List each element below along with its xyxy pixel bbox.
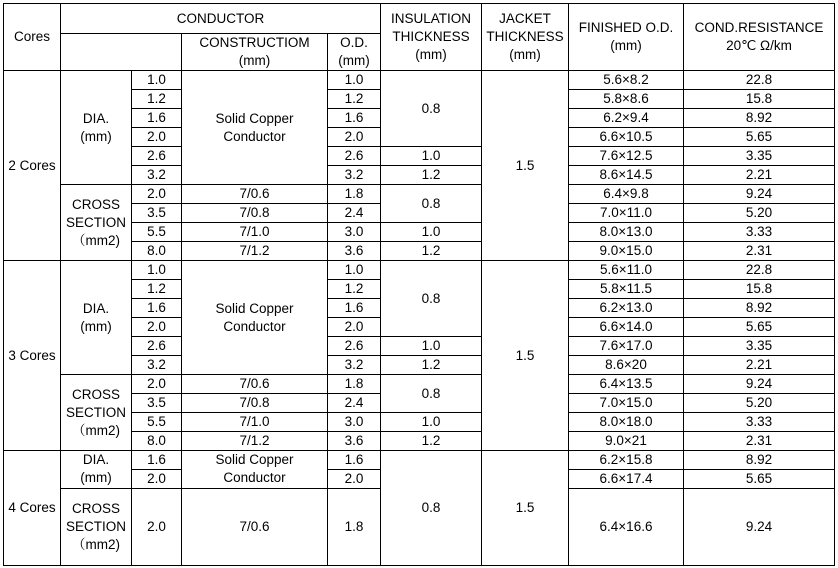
finished-od-value: 6.4×9.8 xyxy=(569,185,684,204)
insulation-value: 0.8 xyxy=(381,185,482,223)
resistance-value: 2.31 xyxy=(684,432,835,451)
cable-spec-table xyxy=(3,3,835,566)
od-value: 2.4 xyxy=(328,204,381,223)
resistance-value: 3.33 xyxy=(684,413,835,432)
dia-size: 3.2 xyxy=(132,166,182,185)
od-value: 1.2 xyxy=(328,280,381,299)
resistance-value: 22.8 xyxy=(684,71,835,90)
header-construction: CONSTRUCTIOM (mm) xyxy=(182,34,328,71)
construction-solid-copper: Solid Copper Conductor xyxy=(182,261,328,375)
table-row xyxy=(4,71,835,90)
resistance-value: 2.31 xyxy=(684,242,835,261)
resistance-value: 5.65 xyxy=(684,318,835,337)
finished-od-value: 5.8×8.6 xyxy=(569,90,684,109)
dia-label: DIA. (mm) xyxy=(61,451,132,489)
construction-value: 7/1.2 xyxy=(182,242,328,261)
od-value: 2.0 xyxy=(328,318,381,337)
cross-section-label: CROSS SECTION （mm2) xyxy=(61,185,132,261)
finished-od-value: 8.0×18.0 xyxy=(569,413,684,432)
construction-solid-copper: Solid Copper Conductor xyxy=(182,71,328,185)
resistance-value: 3.35 xyxy=(684,337,835,356)
od-value: 1.6 xyxy=(328,299,381,318)
construction-value: 7/0.6 xyxy=(182,375,328,394)
dia-size: 1.6 xyxy=(132,299,182,318)
cross-section-size: 5.5 xyxy=(132,223,182,242)
header-blank-cell xyxy=(61,34,182,71)
header-jacket-thickness: JACKET THICKNESS (mm) xyxy=(482,4,569,71)
header-od: O.D. (mm) xyxy=(328,34,381,71)
finished-od-value: 5.6×8.2 xyxy=(569,71,684,90)
resistance-value: 9.24 xyxy=(684,375,835,394)
od-value: 1.6 xyxy=(328,109,381,128)
header-cores: Cores xyxy=(4,4,61,71)
cross-section-size: 2.0 xyxy=(132,185,182,204)
od-value: 1.0 xyxy=(328,261,381,280)
dia-size: 3.2 xyxy=(132,356,182,375)
resistance-value: 8.92 xyxy=(684,299,835,318)
resistance-value: 15.8 xyxy=(684,90,835,109)
od-value: 2.0 xyxy=(328,470,381,489)
finished-od-value: 6.2×15.8 xyxy=(569,451,684,470)
dia-size: 1.0 xyxy=(132,261,182,280)
od-value: 1.8 xyxy=(328,375,381,394)
insulation-value: 0.8 xyxy=(381,71,482,147)
resistance-value: 8.92 xyxy=(684,109,835,128)
cross-section-size: 2.0 xyxy=(132,489,182,566)
insulation-value: 1.2 xyxy=(381,242,482,261)
dia-label: DIA. (mm) xyxy=(61,71,132,185)
jacket-value: 1.5 xyxy=(482,71,569,261)
dia-size: 2.0 xyxy=(132,318,182,337)
construction-value: 7/0.6 xyxy=(182,185,328,204)
finished-od-value: 7.0×11.0 xyxy=(569,204,684,223)
finished-od-value: 8.0×13.0 xyxy=(569,223,684,242)
construction-value: 7/0.6 xyxy=(182,489,328,566)
od-value: 3.0 xyxy=(328,413,381,432)
od-value: 3.2 xyxy=(328,166,381,185)
od-value: 3.2 xyxy=(328,356,381,375)
od-value: 1.8 xyxy=(328,185,381,204)
insulation-value: 0.8 xyxy=(381,261,482,337)
resistance-value: 3.33 xyxy=(684,223,835,242)
dia-label: DIA. (mm) xyxy=(61,261,132,375)
od-value: 3.0 xyxy=(328,223,381,242)
cross-section-size: 3.5 xyxy=(132,204,182,223)
header-insulation-thickness: INSULATION THICKNESS (mm) xyxy=(381,4,482,71)
finished-od-value: 7.6×17.0 xyxy=(569,337,684,356)
od-value: 2.0 xyxy=(328,128,381,147)
cores-label: 4 Cores xyxy=(4,451,61,566)
finished-od-value: 5.6×11.0 xyxy=(569,261,684,280)
insulation-value: 1.2 xyxy=(381,166,482,185)
table-row xyxy=(4,4,835,34)
cores-label: 2 Cores xyxy=(4,71,61,261)
finished-od-value: 6.6×10.5 xyxy=(569,128,684,147)
jacket-value: 1.5 xyxy=(482,451,569,566)
construction-solid-copper: Solid Copper Conductor xyxy=(182,451,328,489)
resistance-value: 9.24 xyxy=(684,185,835,204)
insulation-value: 1.0 xyxy=(381,223,482,242)
finished-od-value: 6.6×14.0 xyxy=(569,318,684,337)
finished-od-value: 7.6×12.5 xyxy=(569,147,684,166)
finished-od-value: 8.6×14.5 xyxy=(569,166,684,185)
insulation-value: 1.0 xyxy=(381,147,482,166)
dia-size: 2.0 xyxy=(132,470,182,489)
jacket-value: 1.5 xyxy=(482,261,569,451)
finished-od-value: 6.6×17.4 xyxy=(569,470,684,489)
resistance-value: 5.65 xyxy=(684,128,835,147)
dia-size: 1.6 xyxy=(132,451,182,470)
dia-size: 2.6 xyxy=(132,337,182,356)
od-value: 2.6 xyxy=(328,147,381,166)
resistance-value: 5.65 xyxy=(684,470,835,489)
insulation-value: 1.0 xyxy=(381,413,482,432)
insulation-value: 0.8 xyxy=(381,375,482,413)
resistance-value: 3.35 xyxy=(684,147,835,166)
resistance-value: 2.21 xyxy=(684,356,835,375)
finished-od-value: 7.0×15.0 xyxy=(569,394,684,413)
od-value: 2.6 xyxy=(328,337,381,356)
dia-size: 1.2 xyxy=(132,90,182,109)
header-finished-od: FINISHED O.D. (mm) xyxy=(569,4,684,71)
table-row xyxy=(4,185,835,204)
finished-od-value: 6.2×9.4 xyxy=(569,109,684,128)
finished-od-value: 6.2×13.0 xyxy=(569,299,684,318)
construction-value: 7/0.8 xyxy=(182,394,328,413)
insulation-value: 1.0 xyxy=(381,337,482,356)
resistance-value: 5.20 xyxy=(684,394,835,413)
od-value: 1.0 xyxy=(328,71,381,90)
od-value: 3.6 xyxy=(328,432,381,451)
dia-size: 1.2 xyxy=(132,280,182,299)
finished-od-value: 9.0×15.0 xyxy=(569,242,684,261)
cross-section-size: 5.5 xyxy=(132,413,182,432)
insulation-value: 0.8 xyxy=(381,451,482,566)
construction-value: 7/1.0 xyxy=(182,223,328,242)
cross-section-size: 8.0 xyxy=(132,432,182,451)
finished-od-value: 9.0×21 xyxy=(569,432,684,451)
dia-size: 1.0 xyxy=(132,71,182,90)
table-row xyxy=(4,451,835,470)
cross-section-size: 8.0 xyxy=(132,242,182,261)
insulation-value: 1.2 xyxy=(381,432,482,451)
od-value: 1.8 xyxy=(328,489,381,566)
od-value: 1.2 xyxy=(328,90,381,109)
header-cond-resistance: COND.RESISTANCE 20℃ Ω/km xyxy=(684,4,835,71)
resistance-value: 15.8 xyxy=(684,280,835,299)
construction-value: 7/0.8 xyxy=(182,204,328,223)
finished-od-value: 5.8×11.5 xyxy=(569,280,684,299)
table-row xyxy=(4,261,835,280)
od-value: 3.6 xyxy=(328,242,381,261)
dia-size: 1.6 xyxy=(132,109,182,128)
dia-size: 2.6 xyxy=(132,147,182,166)
header-conductor: CONDUCTOR xyxy=(61,4,381,34)
cross-section-label: CROSS SECTION （mm2) xyxy=(61,375,132,451)
table-row xyxy=(4,375,835,394)
cores-label: 3 Cores xyxy=(4,261,61,451)
finished-od-value: 6.4×16.6 xyxy=(569,489,684,566)
cross-section-size: 2.0 xyxy=(132,375,182,394)
cross-section-size: 3.5 xyxy=(132,394,182,413)
resistance-value: 2.21 xyxy=(684,166,835,185)
resistance-value: 5.20 xyxy=(684,204,835,223)
cross-section-label: CROSS SECTION （mm2) xyxy=(61,489,132,566)
od-value: 2.4 xyxy=(328,394,381,413)
construction-value: 7/1.2 xyxy=(182,432,328,451)
insulation-value: 1.2 xyxy=(381,356,482,375)
resistance-value: 22.8 xyxy=(684,261,835,280)
resistance-value: 9.24 xyxy=(684,489,835,566)
dia-size: 2.0 xyxy=(132,128,182,147)
resistance-value: 8.92 xyxy=(684,451,835,470)
od-value: 1.6 xyxy=(328,451,381,470)
finished-od-value: 6.4×13.5 xyxy=(569,375,684,394)
construction-value: 7/1.0 xyxy=(182,413,328,432)
finished-od-value: 8.6×20 xyxy=(569,356,684,375)
